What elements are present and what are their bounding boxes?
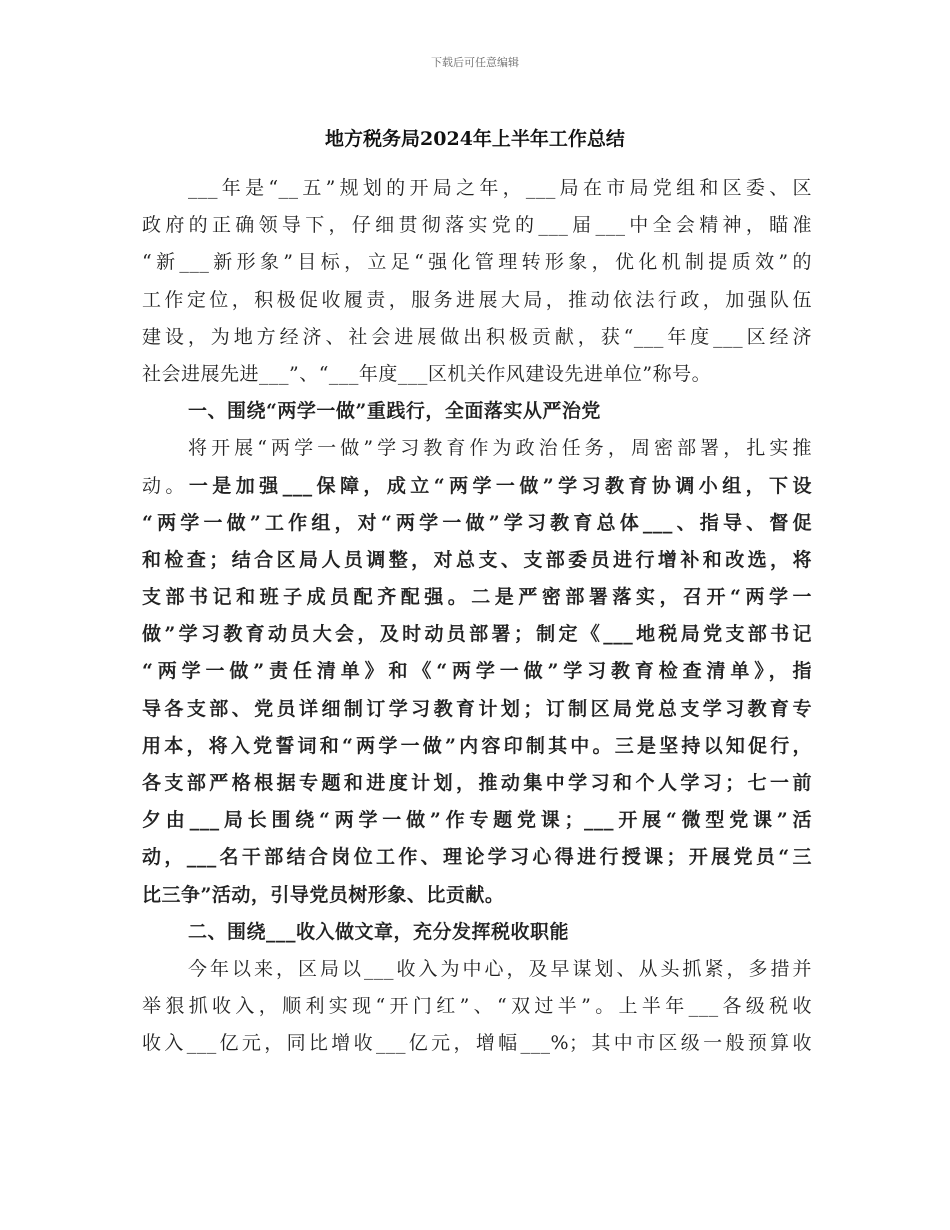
text-line: 二、围绕___收入做文章，充分发挥税收职能 [188, 920, 570, 943]
text-line: “两学一做”工作组，对“两学一做”学习教育总体___、指导、督促 [142, 511, 812, 534]
text-line: 社会进展先进___”、“___年度___区机关作风建设先进单位”称号。 [142, 362, 712, 385]
text-line: 一、围绕“两学一做”重践行，全面落实从严治党 [188, 400, 601, 423]
header-note: 下载后可任意编辑 [431, 56, 519, 69]
text-line: 将开展“两学一做”学习教育作为政治任务，周密部署，扎实推 [188, 437, 812, 460]
text-line: 建设，为地方经济、社会进展做出积极贡献，获“___年度___区经济 [142, 325, 812, 348]
text-line: 夕由___局长围绕“两学一做”作专题党课；___开展“微型党课”活 [142, 809, 812, 832]
text-line: 比三争”活动，引导党员树形象、比贡献。 [142, 883, 505, 906]
text-line: 和检查；结合区局人员调整，对总支、支部委员进行增补和改选，将 [142, 548, 812, 571]
text-line: “两学一做”责任清单》和《“两学一做”学习教育检查清单》，指 [142, 660, 812, 683]
text-line: 支部书记和班子成员配齐配强。二是严密部署落实，召开“两学一 [142, 586, 812, 609]
text-segment-bold: 一是加强___保障，成立“两学一做”学习教育协调小组，下设 [188, 474, 812, 497]
text-line: 工作定位，积极促收履责，服务进展大局，推动依法行政，加强队伍 [142, 288, 812, 311]
text-line: 收入___亿元，同比增收___亿元，增幅___%；其中市区级一般预算收 [142, 1032, 812, 1055]
text-segment: 动。 [142, 474, 189, 497]
text-line: “新___新形象”目标，立足“强化管理转形象，优化机制提质效”的 [142, 251, 812, 274]
text-line: 动，___名干部结合岗位工作、理论学习心得进行授课；开展党员“三 [142, 846, 812, 869]
text-line: 导各支部、党员详细制订学习教育计划；订制区局党总支学习教育专 [142, 697, 812, 720]
text-line: ___年是“__五”规划的开局之年，___局在市局党组和区委、区 [188, 177, 812, 199]
text-line: 做”学习教育动员大会，及时动员部署；制定《___地税局党支部书记 [142, 623, 812, 646]
text-line [142, 468, 812, 505]
document-title: 地方税务局2024年上半年工作总结 [325, 128, 625, 150]
text-line: 今年以来，区局以___收入为中心，及早谋划、从头抓紧，多措并 [188, 957, 812, 980]
text-line: 用本，将入党誓词和“两学一做”内容印制其中。三是坚持以知促行， [142, 734, 812, 757]
text-line: 各支部严格根据专题和进度计划，推动集中学习和个人学习；七一前 [142, 772, 812, 794]
text-line: 举狠抓收入，顺利实现“开门红”、“双过半”。上半年___各级税收 [142, 995, 812, 1018]
text-line: 政府的正确领导下，仔细贯彻落实党的___届___中全会精神，瞄准 [142, 214, 812, 237]
document-body [142, 170, 812, 1063]
